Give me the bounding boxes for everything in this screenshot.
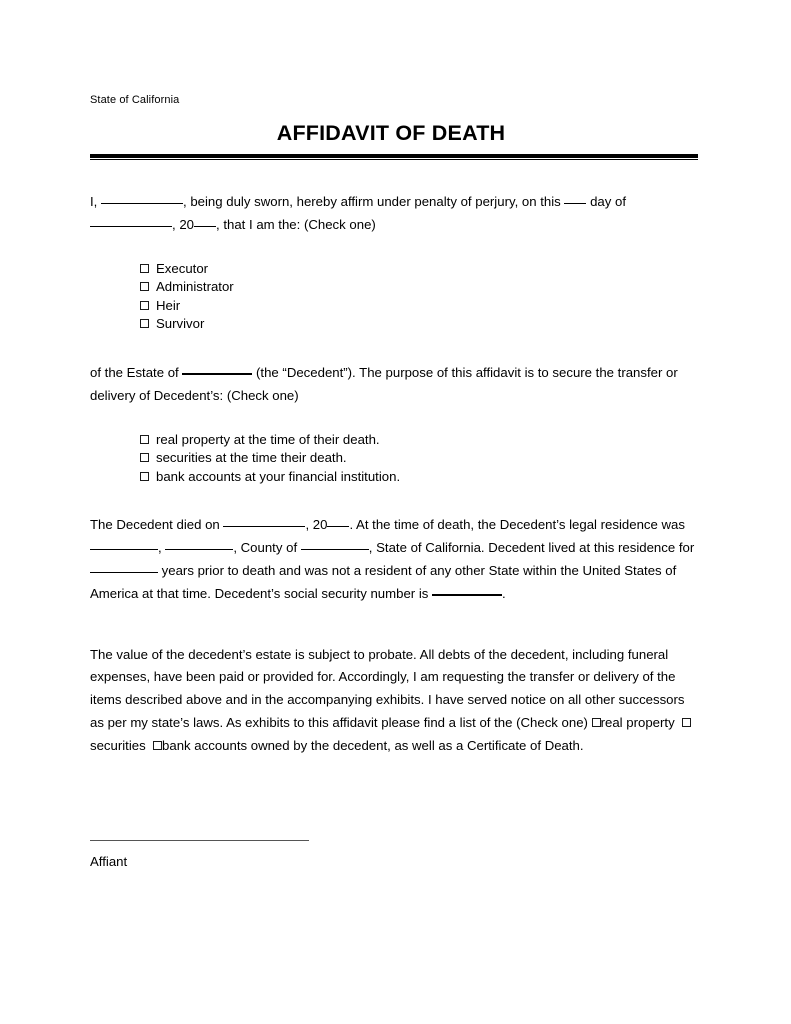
death-text-8: . — [502, 585, 506, 601]
asset-option-label: bank accounts at your financial institution. — [156, 468, 401, 484]
intro-text-5: , that I am the: (Check one) — [216, 216, 376, 232]
asset-checkbox-group — [140, 431, 698, 487]
list-item[interactable] — [140, 431, 698, 450]
signature-line[interactable] — [90, 840, 309, 841]
list-item[interactable] — [140, 468, 698, 487]
probate-text-2: owned by the decedent, as well as a Certificate of Death. — [247, 737, 584, 753]
death-text-6: , State of California. Decedent lived at this residence for — [368, 540, 695, 556]
divider-thin-bar — [90, 159, 698, 160]
page-title: AFFIDAVIT OF DEATH — [276, 121, 506, 145]
checkbox-icon[interactable] — [682, 718, 691, 727]
list-item[interactable] — [140, 297, 698, 316]
checkbox-icon[interactable] — [140, 282, 149, 291]
document-content — [90, 93, 698, 758]
death-date-blank[interactable] — [223, 526, 305, 527]
estate-text-2: (the “Decedent”). The purpose of this affidavit is to secure the transfer or delivery of Decedent’s: (Check one) — [90, 364, 678, 403]
estate-text-1: of the Estate of — [90, 364, 183, 380]
role-option-label: Administrator — [156, 279, 234, 295]
death-text-1: The Decedent died on — [90, 517, 224, 533]
affiant-name-blank[interactable] — [101, 203, 183, 204]
asset-option-label: real property at the time of their death. — [156, 431, 380, 447]
probate-paragraph — [90, 644, 698, 758]
intro-paragraph — [90, 191, 698, 237]
role-option-label: Heir — [156, 297, 181, 313]
year-blank[interactable] — [194, 226, 216, 227]
title-divider — [90, 154, 698, 160]
exhibit-option-securities: securities — [90, 737, 146, 753]
estate-paragraph — [90, 362, 698, 408]
checkbox-icon[interactable] — [140, 435, 149, 444]
death-text-4: , — [158, 540, 166, 556]
checkbox-icon[interactable] — [153, 741, 162, 750]
signature-block — [90, 840, 510, 871]
checkbox-icon[interactable] — [140, 453, 149, 462]
checkbox-icon[interactable] — [140, 301, 149, 310]
checkbox-icon[interactable] — [140, 264, 149, 273]
role-checkbox-group — [140, 260, 698, 334]
day-blank[interactable] — [564, 203, 586, 204]
death-text-5: , County of — [233, 540, 301, 556]
role-option-label: Survivor — [156, 316, 205, 332]
list-item[interactable] — [140, 449, 698, 468]
month-blank[interactable] — [90, 226, 172, 227]
residence-address-blank[interactable] — [90, 549, 158, 550]
residence-years-blank[interactable] — [90, 572, 158, 573]
exhibit-option-bank-accounts: bank accounts — [162, 737, 248, 753]
role-option-label: Executor — [156, 260, 209, 276]
list-item[interactable] — [140, 260, 698, 279]
ssn-blank[interactable] — [432, 594, 502, 596]
death-year-blank[interactable] — [327, 526, 349, 527]
intro-text-2: , being duly sworn, hereby affirm under penalty of perjury, on this — [183, 194, 565, 209]
death-text-2: , 20 — [305, 517, 328, 533]
death-details-paragraph — [90, 514, 698, 605]
residence-county-blank[interactable] — [301, 549, 369, 550]
list-item[interactable] — [140, 315, 698, 334]
intro-text-4: , 20 — [172, 216, 194, 232]
jurisdiction-line: State of California — [90, 94, 180, 106]
decedent-name-blank[interactable] — [182, 373, 252, 375]
residence-city-blank[interactable] — [165, 549, 233, 550]
list-item[interactable] — [140, 278, 698, 297]
probate-text-1: The value of the decedent’s estate is subject to probate. All debts of the decedent, including funeral expenses, have been paid or provided for. Accordingly, I am requesting the transfer or delivery of the items described above and in the accompanying exhibits. I have served notice on all other successors as per my state’s laws. As exhibits to this affidavit please find a list of the (Check one) — [90, 646, 685, 730]
signature-label: Affiant — [90, 854, 128, 869]
asset-option-label: securities at the time their death. — [156, 450, 347, 466]
checkbox-icon[interactable] — [140, 319, 149, 328]
intro-text-1: I, — [90, 194, 101, 209]
intro-text-3: day of — [586, 194, 627, 209]
checkbox-icon[interactable] — [140, 472, 149, 481]
exhibit-option-real-property: real property — [600, 714, 675, 730]
death-text-3: . At the time of death, the Decedent’s legal residence was — [349, 517, 685, 533]
death-text-7: years prior to death and was not a resident of any other State within the United States of America at that time. Decedent’s social security number is — [90, 562, 677, 601]
checkbox-icon[interactable] — [592, 718, 601, 727]
